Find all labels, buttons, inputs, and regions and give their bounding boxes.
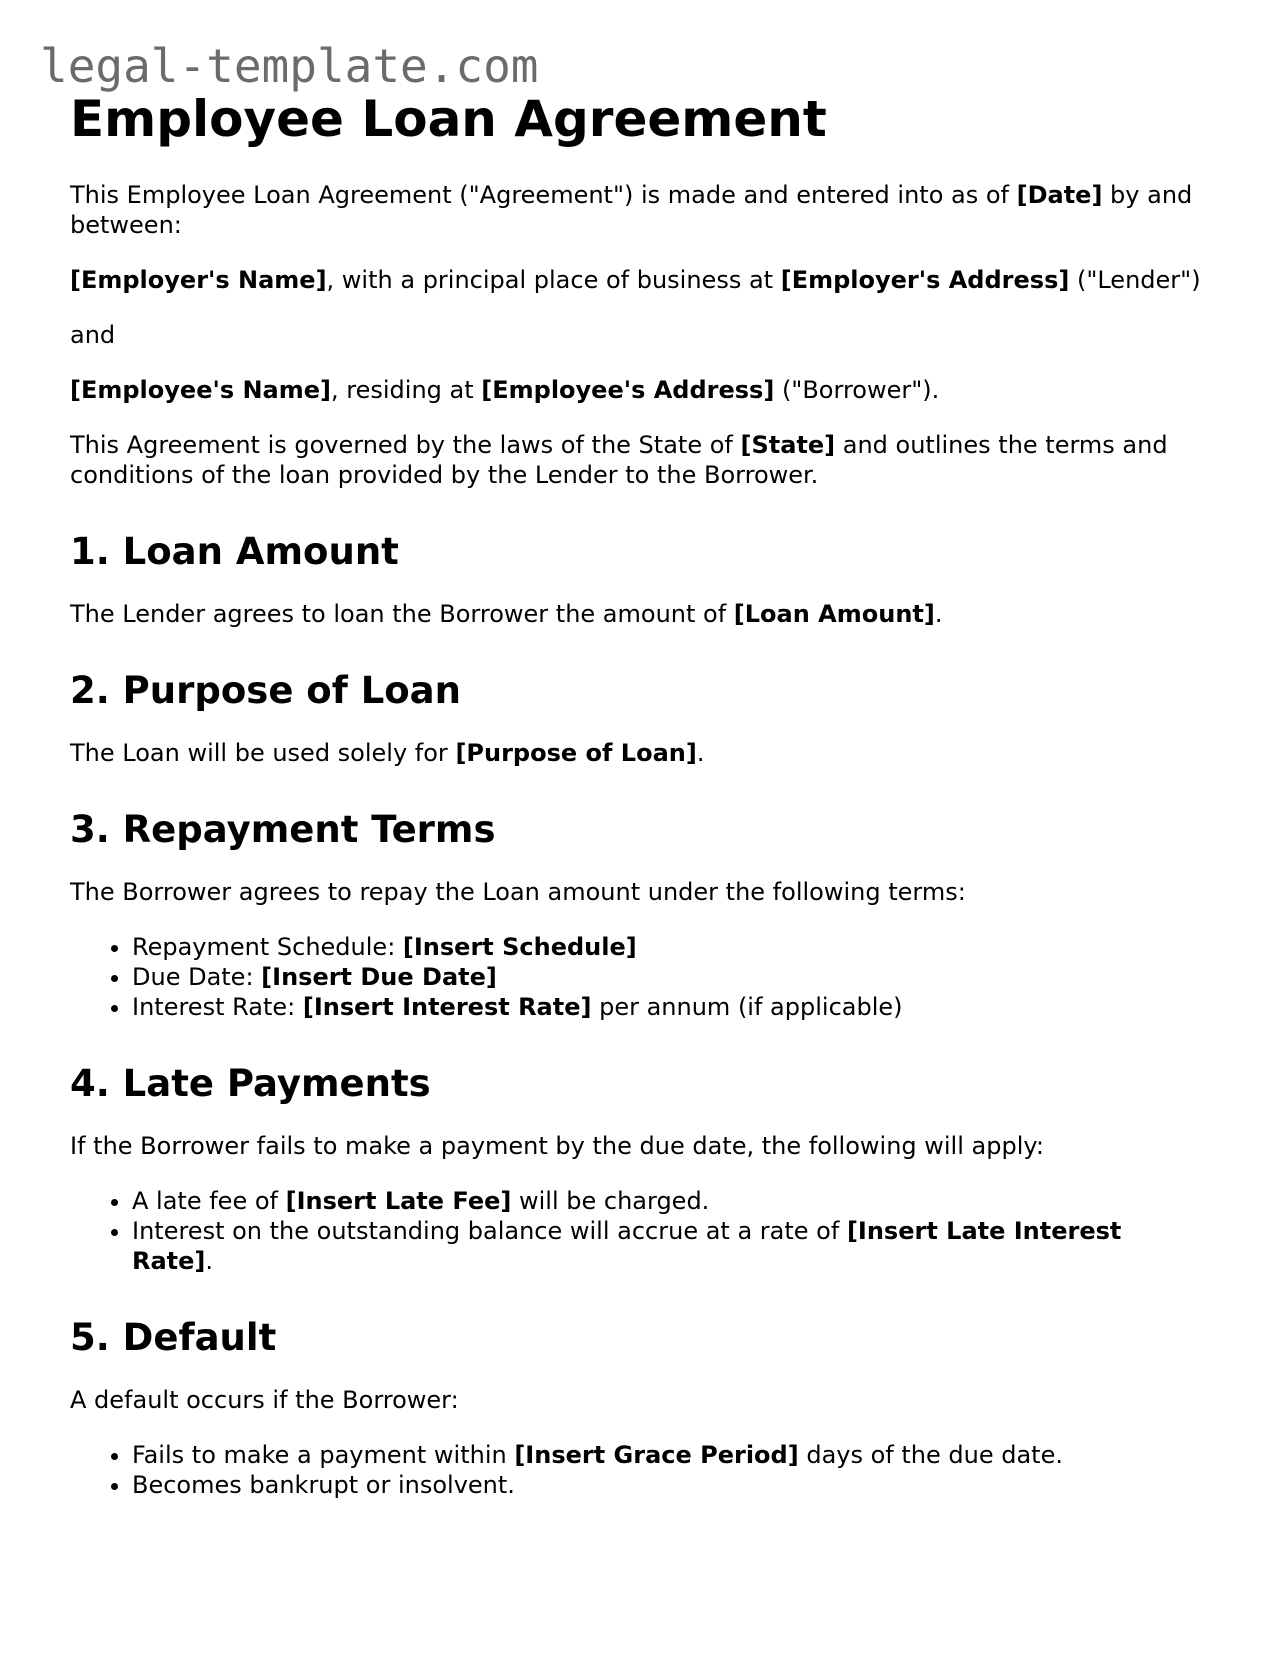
due-date-placeholder: [Insert Due Date] bbox=[261, 963, 497, 991]
intro-text-end: by and between: bbox=[70, 181, 1193, 239]
repayment-list bbox=[70, 932, 1210, 1022]
late-payments-list bbox=[70, 1186, 1210, 1276]
purpose-text: The Loan will be used solely for bbox=[70, 739, 456, 767]
watermark-logo: legal-template.com bbox=[40, 39, 539, 93]
list-item bbox=[132, 992, 1210, 1022]
late-fee-placeholder: [Insert Late Fee] bbox=[285, 1187, 512, 1215]
purpose-paragraph bbox=[70, 738, 1210, 768]
loan-amount-paragraph bbox=[70, 599, 1210, 629]
list-item bbox=[132, 1216, 1210, 1276]
list-item-suffix: will be charged. bbox=[511, 1187, 710, 1215]
governing-law-paragraph bbox=[70, 430, 1210, 490]
loan-amount-period: . bbox=[934, 600, 943, 628]
list-item bbox=[132, 1186, 1210, 1216]
default-paragraph: A default occurs if the Borrower: bbox=[70, 1386, 459, 1414]
and-paragraph: and bbox=[70, 321, 116, 349]
list-item-suffix: days of the due date. bbox=[798, 1441, 1063, 1469]
intro-text: This Employee Loan Agreement ("Agreement") is made and entered into as of bbox=[70, 181, 1017, 209]
employer-address-placeholder: [Employer's Address] bbox=[780, 266, 1070, 294]
date-placeholder: [Date] bbox=[1016, 181, 1103, 209]
late-interest-rate-placeholder: [Insert Late Interest Rate] bbox=[132, 1217, 1122, 1275]
borrower-label: ("Borrower"). bbox=[774, 376, 940, 404]
repayment-paragraph: The Borrower agrees to repay the Loan amount under the following terms: bbox=[70, 878, 966, 906]
intro-paragraph bbox=[70, 180, 1210, 240]
loan-amount-text: The Lender agrees to loan the Borrower the amount of bbox=[70, 600, 734, 628]
list-item-label: Interest on the outstanding balance will accrue at a rate of bbox=[132, 1217, 847, 1245]
list-item-suffix: . bbox=[205, 1247, 214, 1275]
lender-label: ("Lender") bbox=[1069, 266, 1201, 294]
list-item-suffix: per annum (if applicable) bbox=[591, 993, 903, 1021]
state-placeholder: [State] bbox=[740, 431, 836, 459]
section-heading-purpose: 2. Purpose of Loan bbox=[70, 669, 461, 712]
lender-text: , with a principal place of business at bbox=[326, 266, 781, 294]
section-heading-late-payments: 4. Late Payments bbox=[70, 1062, 431, 1105]
section-heading-repayment: 3. Repayment Terms bbox=[70, 808, 496, 851]
list-item-label: A late fee of bbox=[132, 1187, 286, 1215]
list-item bbox=[132, 962, 1210, 992]
list-item bbox=[132, 1470, 1210, 1500]
late-payments-paragraph: If the Borrower fails to make a payment by the due date, the following will apply: bbox=[70, 1132, 1044, 1160]
governing-law-text-end: and outlines the terms and conditions of the loan provided by the Lender to the Borrower. bbox=[70, 431, 1168, 489]
employee-address-placeholder: [Employee's Address] bbox=[481, 376, 775, 404]
borrower-text: , residing at bbox=[331, 376, 482, 404]
list-item-label: Becomes bankrupt or insolvent. bbox=[132, 1471, 515, 1499]
list-item-label: Fails to make a payment within bbox=[132, 1441, 515, 1469]
document-title: Employee Loan Agreement bbox=[70, 90, 827, 148]
schedule-placeholder: [Insert Schedule] bbox=[402, 933, 637, 961]
default-list bbox=[70, 1440, 1210, 1500]
grace-period-placeholder: [Insert Grace Period] bbox=[514, 1441, 799, 1469]
list-item-label: Repayment Schedule: bbox=[132, 933, 403, 961]
document-page bbox=[70, 86, 1210, 1528]
list-item bbox=[132, 1440, 1210, 1470]
list-item-label: Interest Rate: bbox=[132, 993, 303, 1021]
interest-rate-placeholder: [Insert Interest Rate] bbox=[302, 993, 592, 1021]
borrower-paragraph bbox=[70, 375, 1210, 405]
lender-paragraph bbox=[70, 265, 1210, 295]
list-item bbox=[132, 932, 1210, 962]
employee-name-placeholder: [Employee's Name] bbox=[70, 376, 331, 404]
loan-amount-placeholder: [Loan Amount] bbox=[733, 600, 935, 628]
employer-name-placeholder: [Employer's Name] bbox=[70, 266, 327, 294]
governing-law-text: This Agreement is governed by the laws of the State of bbox=[70, 431, 741, 459]
section-heading-default: 5. Default bbox=[70, 1316, 277, 1359]
purpose-period: . bbox=[696, 739, 705, 767]
section-heading-loan-amount: 1. Loan Amount bbox=[70, 530, 399, 573]
purpose-placeholder: [Purpose of Loan] bbox=[455, 739, 697, 767]
list-item-label: Due Date: bbox=[132, 963, 262, 991]
